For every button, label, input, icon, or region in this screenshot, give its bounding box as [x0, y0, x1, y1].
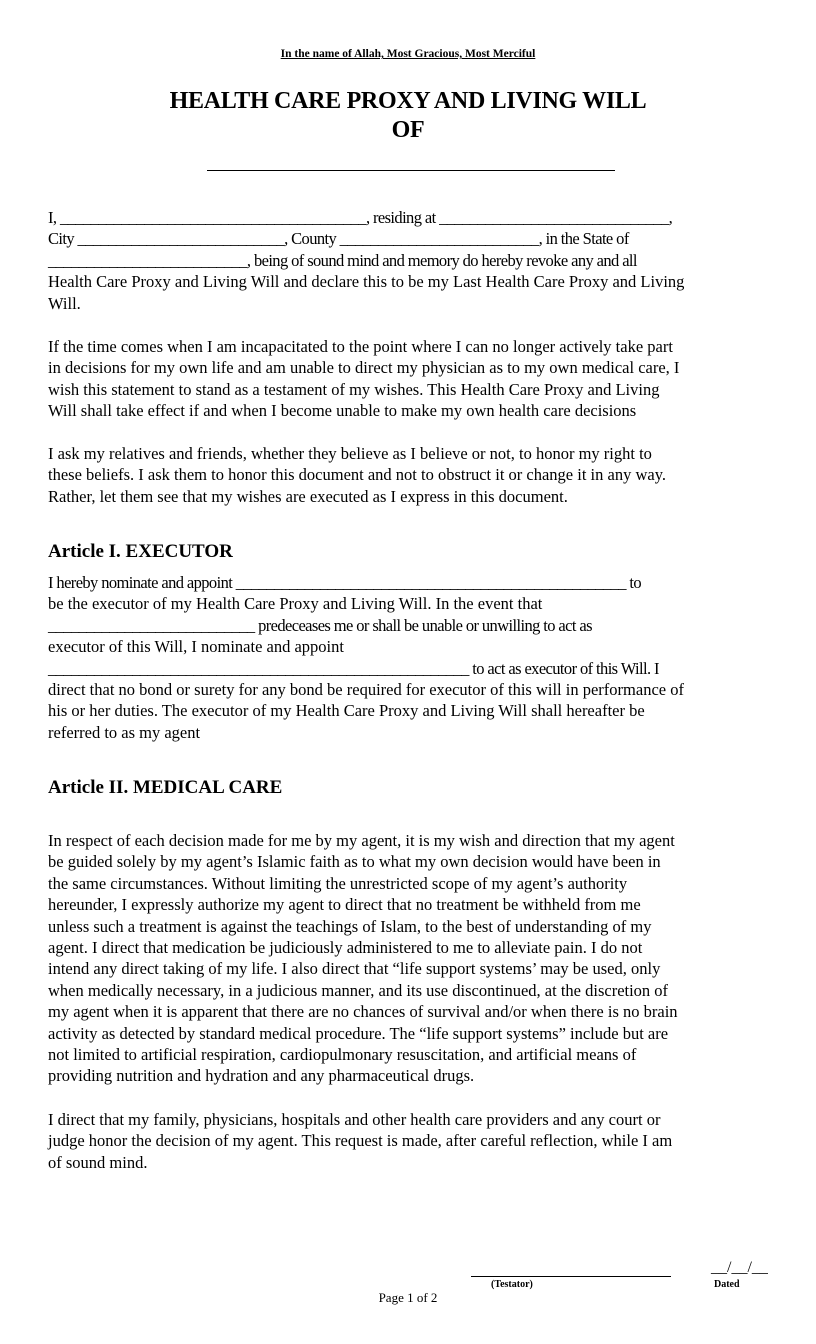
incapacity-paragraph	[48, 336, 679, 422]
medical-care-paragraph	[48, 830, 678, 1087]
paragraph-line: I ask my relatives and friends, whether they believe as I believe or not, to honor my right to	[48, 444, 652, 463]
paragraph-line: I direct that my family, physicians, hospitals and other health care providers and any court or	[48, 1110, 661, 1129]
intro-line: Health Care Proxy and Living Will and declare this to be my Last Health Care Proxy and Living	[48, 272, 685, 292]
paragraph-line: referred to as my agent	[48, 722, 201, 742]
document-title-of: OF	[391, 117, 425, 143]
paragraph-line: direct that no bond or surety for any bond be required for executor of this will in performance of	[48, 679, 684, 699]
article1-heading: Article I. EXECUTOR	[48, 541, 233, 562]
article2-heading: Article II. MEDICAL CARE	[48, 777, 283, 798]
paragraph-line: judge honor the decision of my agent. This request is made, after careful reflection, while I am	[48, 1131, 673, 1151]
page-number: Page 1 of 2	[378, 1290, 438, 1305]
paragraph-line: his or her duties. The executor of my Health Care Proxy and Living Will shall hereafter be	[48, 701, 645, 721]
paragraph-line: In respect of each decision made for me by my agent, it is my wish and direction that my agent	[48, 831, 675, 850]
paragraph-line: _______________________________________________________ to act as executor of this Will. I	[48, 658, 659, 678]
document-title: HEALTH CARE PROXY AND LIVING WILL	[169, 88, 647, 114]
paragraph-line: If the time comes when I am incapacitated to the point where I can no longer actively take part	[48, 337, 673, 356]
paragraph-line: I hereby nominate and appoint ___________________________________________________ to	[48, 573, 642, 592]
paragraph-line: agent. I direct that medication be judiciously administered to me to alleviate pain. I do not	[48, 937, 643, 957]
paragraph-line: ___________________________ predeceases me or shall be unable or unwilling to act as	[48, 615, 592, 635]
intro-line: City ___________________________, County __________________________, in the State of	[48, 229, 629, 249]
executor-paragraph	[48, 572, 684, 743]
paragraph-line: my agent when it is apparent that there are no chances of survival and/or when there is no brain	[48, 1002, 678, 1022]
paragraph-line: in decisions for my own life and am unable to direct my physician as to my own medical care, I	[48, 358, 680, 378]
paragraph-line: activity as detected by standard medical procedure. The “life support systems” include but are	[48, 1023, 669, 1043]
signature-line	[471, 1276, 671, 1277]
intro-paragraph	[48, 207, 684, 314]
dated-label: Dated	[714, 1279, 740, 1290]
paragraph-line: wish this statement to stand as a testament of my wishes. This Health Care Proxy and Living	[48, 379, 660, 399]
decision-honor-paragraph	[48, 1109, 672, 1173]
paragraph-line: be the executor of my Health Care Proxy and Living Will. In the event that	[48, 594, 543, 614]
testator-label: (Testator)	[491, 1279, 533, 1290]
paragraph-line: Will shall take effect if and when I become unable to make my own health care decisions	[48, 401, 637, 421]
paragraph-line: providing nutrition and hydration and any pharmaceutical drugs.	[48, 1066, 475, 1086]
bismillah-header: In the name of Allah, Most Gracious, Most Merciful	[280, 48, 536, 60]
intro-line: __________________________, being of sound mind and memory do hereby revoke any and all	[48, 250, 637, 270]
intro-line: Will.	[48, 293, 81, 313]
paragraph-line: intend any direct taking of my life. I also direct that “life support systems’ may be used, only	[48, 959, 661, 979]
paragraph-line: of sound mind.	[48, 1152, 148, 1172]
paragraph-line: unless such a treatment is against the teachings of Islam, to the best of understanding of my	[48, 916, 652, 936]
paragraph-line: hereunder, I expressly authorize my agent to direct that no treatment be withheld from me	[48, 895, 641, 915]
paragraph-line: be guided solely by my agent’s Islamic faith as to what my own decision would have been in	[48, 852, 661, 872]
paragraph-line: these beliefs. I ask them to honor this document and not to obstruct it or change it in any way.	[48, 465, 667, 485]
testator-name-line	[207, 170, 615, 171]
paragraph-line: not limited to artificial respiration, cardiopulmonary resuscitation, and artificial means of	[48, 1044, 637, 1064]
paragraph-line: the same circumstances. Without limiting the unrestricted scope of my agent’s authority	[48, 873, 628, 893]
paragraph-line: Rather, let them see that my wishes are executed as I express in this document.	[48, 486, 568, 506]
paragraph-line: executor of this Will, I nominate and appoint	[48, 637, 344, 657]
date-blanks: __/__/__	[711, 1259, 768, 1276]
paragraph-line: when medically necessary, in a judicious manner, and its use discontinued, at the discretion of	[48, 980, 669, 1000]
relatives-paragraph	[48, 443, 666, 507]
intro-line: I, ________________________________________, residing at ______________________________,	[48, 208, 673, 227]
